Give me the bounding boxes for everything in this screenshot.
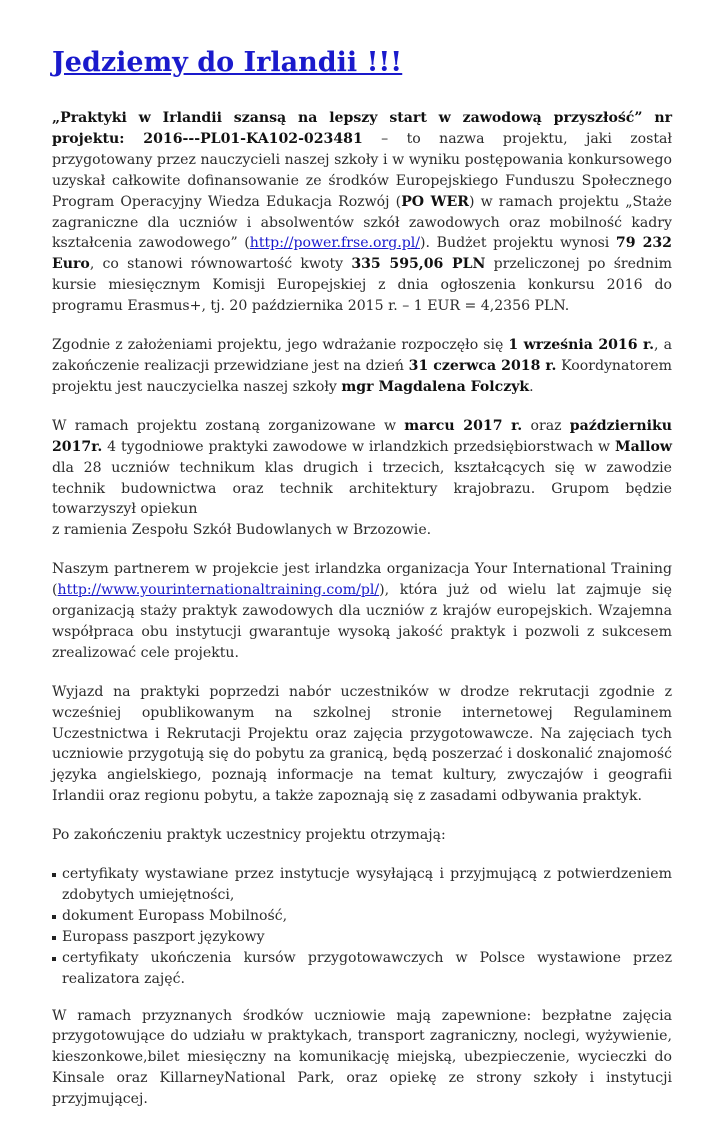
list-item: certyfikaty ukończenia kursów przygotowawczych w Polsce wystawione przez realizatora zajęć. [52, 948, 672, 990]
article [52, 44, 672, 1128]
list-item: certyfikaty wystawiane przez instytucje wysyłającą i przyjmującą z potwierdzeniem zdobytych umiejętności, [52, 864, 672, 906]
intro-text-3: ). Budżet projektu wynosi [420, 235, 616, 252]
internship-text-1: W ramach projektu zostaną zorganizowane w [52, 417, 405, 434]
intro-text-5: przeliczonej po średnim kursie miesięcznym Komisji Europejskiej z dnia ogłoszenia konkursu 2016 do programu Erasmus+, tj. 20 października 2015 r. – 1 EUR = 4,2356 PLN. [52, 256, 672, 315]
dates-text-4: . [529, 378, 534, 395]
partner-text-2: ), która już od wielu lat zajmuje się organizacją staży praktyk zawodowych dla uczniów z krajów europejskich. Wzajemna współpraca obu instytucji gwarantuje wysoką jakość praktyk i pozwoli z sukcesem zrealizować cele projektu. [52, 582, 672, 661]
dates-text-2: , a zakończenie realizacji przewidziane jest na dzień [52, 337, 672, 374]
project-name: „Praktyki w Irlandii szansą na lepszy start w zawodową przyszłość” nr projektu: 2016---PL01-KA102-023481 [52, 110, 672, 147]
internship-month-2: październiku 2017r. [52, 417, 672, 455]
internship-text-3: 4 tygodniowe praktyki zawodowe w irlandzkich przedsiębiorstwach w [102, 438, 616, 455]
intro-text-4: , co stanowi równowartość kwoty [89, 256, 352, 273]
power-link[interactable]: http://power.frse.org.pl/ [249, 235, 421, 252]
paragraph-internship [52, 416, 672, 541]
budget-eur: 79 232 Euro [52, 235, 672, 273]
dates-text-1: Zgodnie z założeniami projektu, jego wdrażanie rozpoczęło się [52, 337, 509, 354]
paragraph-recruitment: Wyjazd na praktyki poprzedzi nabór uczestników w drodze rekrutacji zgodnie z wcześniej opublikowanym na szkolnej stronie internetowej Regulaminem Uczestnictwa i Rekrutacji Projektu oraz zajęcia przygotowawcze. Na zajęciach tych uczniowie przygotują się do pobytu za granicą, będą poszerzać i doskonalić znajomość języka angielskiego, poznają informacje na temat kultury, zwyczajów i geografii Irlandii oraz regionu pobytu, a także zapoznają się z zasadami odbywania praktyk. [52, 683, 672, 805]
dates-text-3: Koordynatorem projektu jest nauczycielka naszej szkoły [52, 357, 672, 395]
internship-text-2: oraz [522, 417, 570, 434]
paragraph-benefits-intro: Po zakończeniu praktyk uczestnicy projektu otrzymają: [52, 827, 446, 844]
paragraph-project-intro [52, 108, 672, 317]
budget-pln: 335 595,06 PLN [351, 256, 486, 273]
partner-text-1: Naszym partnerem w projekcie jest irlandzka organizacja Your International Training ( [52, 561, 672, 599]
paragraph-funding: W ramach przyznanych środków uczniowie mają zapewnione: bezpłatne zajęcia przygotowujące do udziału w praktykach, transport zagraniczny, noclegi, wyżywienie, kieszonkowe,bilet miesięczny na komunikację miejską, ubezpieczenie, wycieczki do Kinsale oraz KillarneyNational Park, oraz opiekę ze strony szkoły i instytucji przyjmującej. [52, 1007, 672, 1108]
page-title [52, 44, 672, 82]
list-item: dokument Europass Mobilność, [52, 906, 672, 927]
intro-text-1: – to nazwa projektu, jaki został przygotowany przez nauczycieli naszej szkoły i w wyniku postępowania konkursowego uzyskał całkowite dofinansowanie ze środków Europejskiego Funduszu Społecznego Program Operacyjny Wiedza Edukacja Rozwój ( [52, 130, 673, 210]
internship-month-1: marcu 2017 r. [404, 417, 523, 434]
partner-link[interactable]: http://www.yourinternationaltraining.com/pl/ [57, 582, 380, 599]
coordinator-name: mgr Magdalena Folczyk [341, 378, 530, 395]
title-link[interactable]: Jedziemy do Irlandii !!! [52, 47, 403, 78]
intro-text-2: ) w ramach projektu „Staże zagraniczne dla uczniów i absolwentów szkół zawodowych oraz mobilność kadry kształcenia zawodowego” ( [52, 193, 673, 252]
benefits-list [52, 864, 672, 989]
paragraph-dates [52, 335, 672, 398]
internship-text-5: z ramienia Zespołu Szkół Budowlanych w Brzozowie. [52, 522, 432, 539]
list-item: Europass paszport językowy [52, 927, 672, 948]
program-abbrev: PO WER [401, 193, 469, 210]
start-date: 1 września 2016 r. [508, 337, 655, 354]
paragraph-partner [52, 559, 672, 664]
end-date: 31 czerwca 2018 r. [408, 357, 557, 374]
internship-text-4: dla 28 uczniów technikum klas drugich i trzecich, kształcących się w zawodzie technik budownictwa oraz technik architektury krajobrazu. Grupom będzie towarzyszył opiekun [52, 459, 672, 518]
internship-city: Mallow [615, 438, 672, 455]
